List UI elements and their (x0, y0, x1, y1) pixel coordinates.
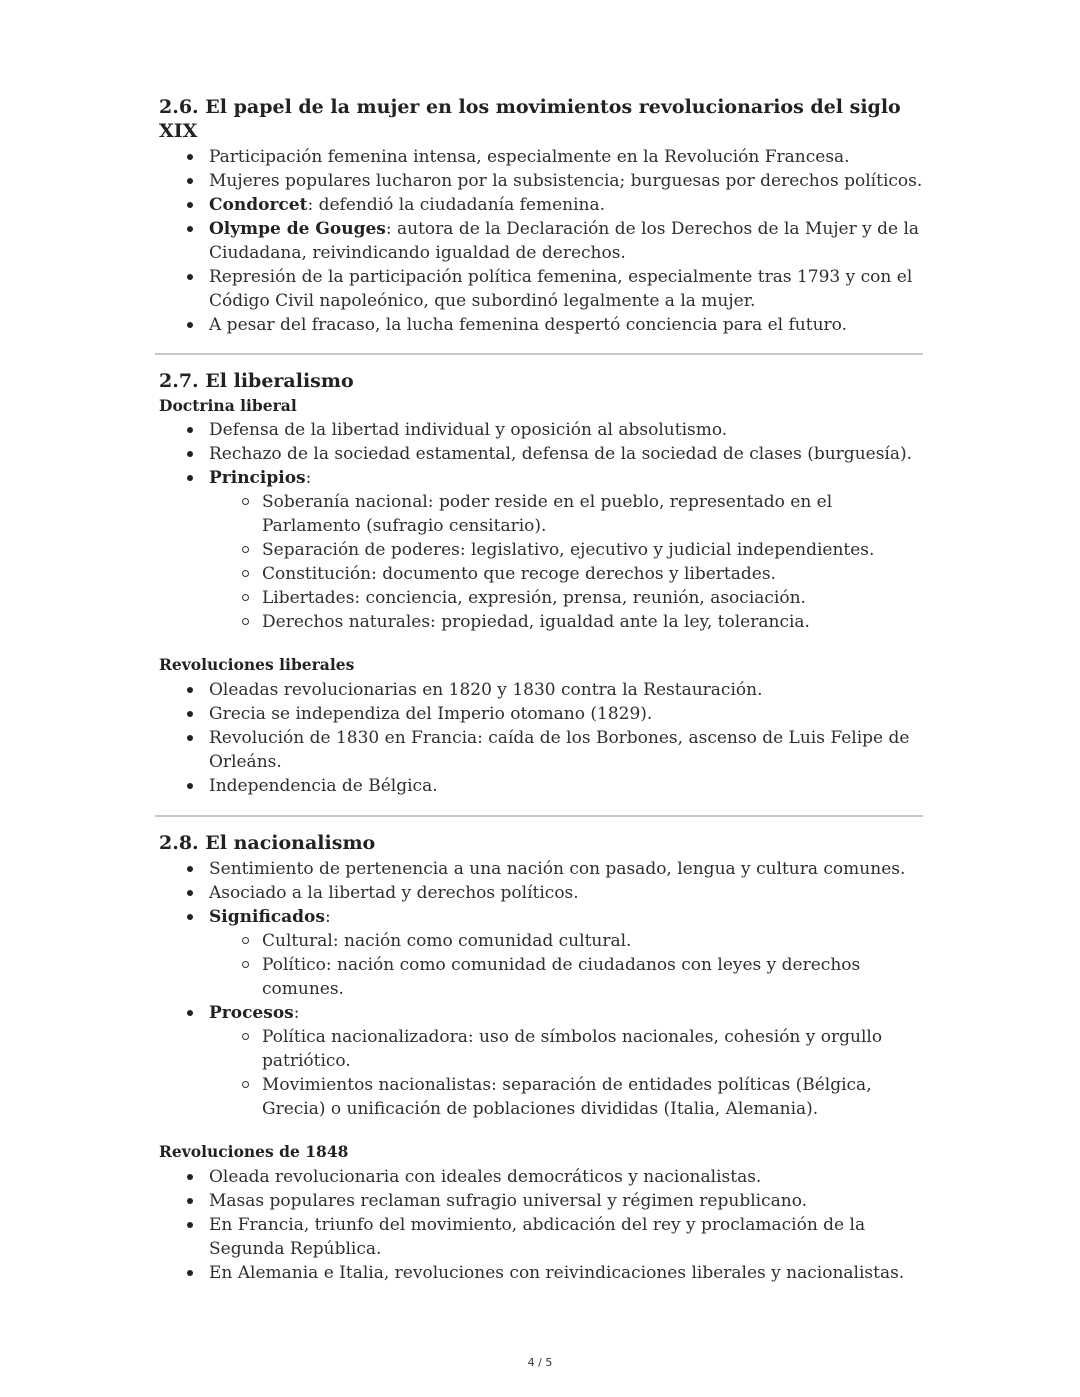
sublist-item: Constitución: documento que recoge derechos y libertades. (262, 562, 925, 586)
page-number: 4 / 5 (527, 1356, 553, 1369)
bold-term: Olympe de Gouges (209, 219, 386, 239)
list-item: Participación femenina intensa, especialmente en la Revolución Francesa. (209, 145, 925, 169)
list-item: A pesar del fracaso, la lucha femenina despertó conciencia para el futuro. (209, 313, 925, 337)
sublist-item: Separación de poderes: legislativo, ejecutivo y judicial independientes. (262, 538, 925, 562)
list-item (209, 1001, 925, 1121)
list-2-6 (159, 145, 925, 337)
list-item: Rechazo de la sociedad estamental, defensa de la sociedad de clases (burguesía). (209, 442, 925, 466)
sublist-item: Soberanía nacional: poder reside en el pueblo, representado en el Parlamento (sufragio censitario). (262, 490, 925, 538)
subheading-revoluciones-liberales: Revoluciones liberales (159, 655, 355, 674)
bold-term: Condorcet (209, 195, 308, 215)
list-item: Asociado a la libertad y derechos políticos. (209, 881, 925, 905)
list-item: Represión de la participación política femenina, especialmente tras 1793 y con el Código Civil napoleónico, que subordinó legalmente a la mujer. (209, 265, 925, 313)
sublist-item: Cultural: nación como comunidad cultural. (262, 929, 925, 953)
list-item: Grecia se independiza del Imperio otomano (1829). (209, 702, 925, 726)
sublist-item: Libertades: conciencia, expresión, prensa, reunión, asociación. (262, 586, 925, 610)
subheading-revoluciones-1848: Revoluciones de 1848 (159, 1142, 349, 1161)
sublist-item: Movimientos nacionalistas: separación de entidades políticas (Bélgica, Grecia) o unificación de poblaciones divididas (Italia, Alemania). (262, 1073, 925, 1121)
bold-term: Procesos (209, 1003, 294, 1023)
list-item (209, 193, 925, 217)
item-text: : autora de la Declaración de los Derechos de la Mujer y de la Ciudadana, reivindicando igualdad de derechos. (209, 219, 920, 263)
section-title-2-7: 2.7. El liberalismo (159, 370, 354, 392)
sublist-significados (209, 929, 925, 1001)
list-item: En Alemania e Italia, revoluciones con reivindicaciones liberales y nacionalistas. (209, 1261, 925, 1285)
section-divider (155, 353, 923, 355)
section-title-2-8: 2.8. El nacionalismo (159, 832, 376, 854)
list-item: Independencia de Bélgica. (209, 774, 925, 798)
list-item: Defensa de la libertad individual y oposición al absolutismo. (209, 418, 925, 442)
list-item: Oleadas revolucionarias en 1820 y 1830 contra la Restauración. (209, 678, 925, 702)
list-doctrina-liberal (159, 418, 925, 634)
bold-term: Principios (209, 468, 306, 488)
item-text: : (293, 1003, 300, 1023)
document-page (159, 95, 925, 1285)
item-text: : (305, 468, 312, 488)
list-revoluciones-1848 (159, 1165, 925, 1285)
sublist-item: Derechos naturales: propiedad, igualdad ante la ley, tolerancia. (262, 610, 925, 634)
list-item: Mujeres populares lucharon por la subsistencia; burguesas por derechos políticos. (209, 169, 925, 193)
list-item: Sentimiento de pertenencia a una nación con pasado, lengua y cultura comunes. (209, 857, 925, 881)
sublist-procesos (209, 1025, 925, 1121)
bold-term: Significados (209, 907, 325, 927)
sublist-principios (209, 490, 925, 634)
list-item: En Francia, triunfo del movimiento, abdicación del rey y proclamación de la Segunda República. (209, 1213, 925, 1261)
list-revoluciones-liberales (159, 678, 925, 798)
list-item (209, 905, 925, 1001)
item-text: : defendió la ciudadanía femenina. (307, 195, 606, 215)
section-title-2-6: 2.6. El papel de la mujer en los movimientos revolucionarios del siglo XIX (159, 96, 901, 142)
subheading-doctrina-liberal: Doctrina liberal (159, 396, 297, 415)
section-divider (155, 815, 923, 817)
list-nacionalismo (159, 857, 925, 1121)
list-item (209, 466, 925, 634)
item-text: : (324, 907, 331, 927)
list-item (209, 217, 925, 265)
list-item: Revolución de 1830 en Francia: caída de los Borbones, ascenso de Luis Felipe de Orleáns. (209, 726, 925, 774)
list-item: Oleada revolucionaria con ideales democráticos y nacionalistas. (209, 1165, 925, 1189)
sublist-item: Político: nación como comunidad de ciudadanos con leyes y derechos comunes. (262, 953, 925, 1001)
list-item: Masas populares reclaman sufragio universal y régimen republicano. (209, 1189, 925, 1213)
sublist-item: Política nacionalizadora: uso de símbolos nacionales, cohesión y orgullo patriótico. (262, 1025, 925, 1073)
